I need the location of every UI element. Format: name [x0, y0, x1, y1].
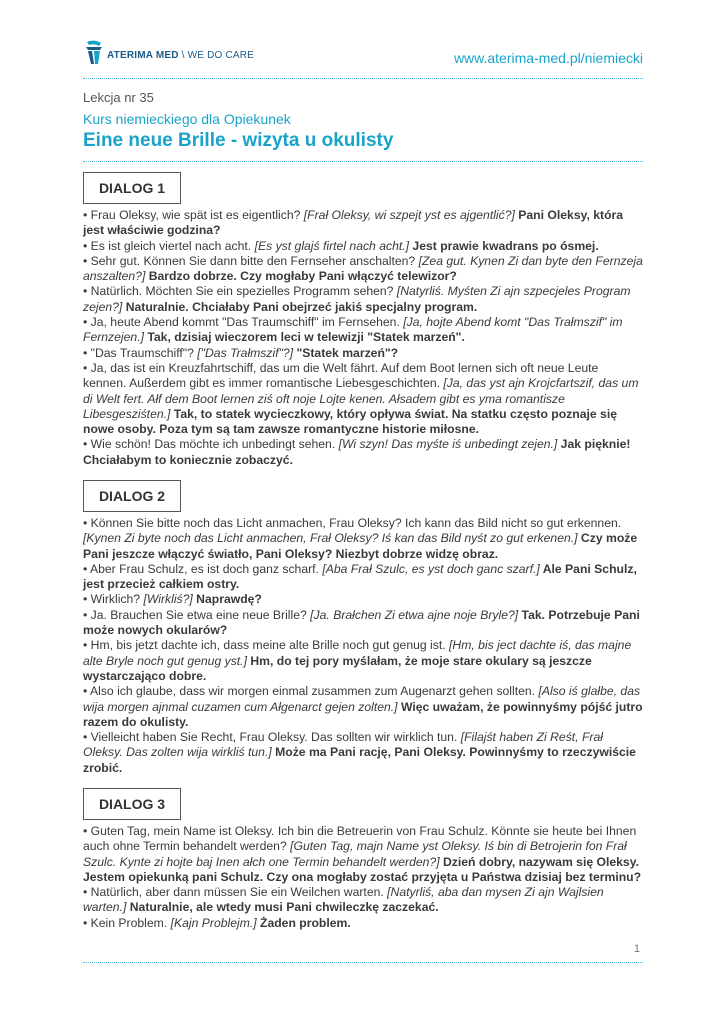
polish-text: Tak, dzisiaj wieczorem leci w telewizji "Statek marzeń". [143, 330, 465, 345]
polish-text: Ale Pani Schulz, jest przecież całkiem ostry. [83, 561, 637, 592]
polish-text: "Statek marzeń"? [293, 345, 399, 360]
header-divider [83, 78, 643, 79]
dialog-line [83, 608, 643, 639]
pronunciation-text: [Ja. Brałchen Zi etwa ajne noje Bryle?] [310, 607, 519, 622]
pronunciation-text: [Es yst glajś firtel nach acht.] [254, 238, 410, 253]
polish-text: Hm, do tej pory myślałam, że moje stare okulary są jeszcze wystarczająco dobre. [83, 653, 592, 683]
german-text: • Aber Frau Schulz, es ist doch ganz scharf. [83, 561, 323, 576]
german-text: • Vielleicht haben Sie Recht, Frau Oleksy. Das sollten wir wirklich tun. [83, 730, 461, 745]
dialog-line [83, 592, 643, 607]
polish-text: Jak pięknie! Chciałabym to koniecznie zobaczyć. [83, 437, 631, 467]
polish-text: Tak. Potrzebuje Pani może nowych okularów? [83, 607, 640, 638]
polish-text: Więc uważam, że powinnyśmy pójść jutro razem do okulisty. [83, 699, 643, 729]
lesson-number: Lekcja nr 35 [83, 90, 154, 105]
polish-text: Bardzo dobrze. Czy mogłaby Pani włączyć telewizor? [145, 269, 457, 284]
polish-text: Pani Oleksy, która jest właściwie godzina? [83, 208, 624, 238]
dialog-1-heading: DIALOG 1 [83, 172, 181, 204]
pronunciation-text: [Wi szyn! Das myśte iś unbedingt zejen.] [338, 437, 558, 452]
dialog-line [83, 361, 643, 437]
title-divider [83, 161, 643, 162]
german-text: • Können Sie bitte noch das Licht anmachen, Frau Oleksy? Ich kann das Bild nicht so gut erkennen. [83, 516, 622, 530]
german-text: • Kein Problem. [83, 915, 171, 930]
dialog-line [83, 730, 643, 776]
polish-text: Dzień dobry, nazywam się Oleksy. Jestem opiekunką pani Schulz. Czy ona mogłaby zostać przyjęta u Państwa dzisiaj bez terminu? [83, 854, 642, 884]
dialog-2-text [83, 516, 643, 776]
dialog-line [83, 824, 643, 885]
dialog-3-text [83, 824, 643, 931]
german-text: • "Das Traumschiff"? [83, 345, 198, 360]
german-text: • Ja, das ist ein Kreuzfahrtschiff, das um die Welt fährt. Auf dem Boot lernen sich oft neue Leute kennen. Außerdem gibt es immer romantische Liebesgeschichten. [83, 360, 599, 391]
german-text: • Frau Oleksy, wie spät ist es eigentlich? [83, 208, 304, 222]
logo-separator: \ [181, 50, 185, 61]
pronunciation-text: [Hm, bis ject dachte iś, das majne alte Bryle noch gut genug yst.] [83, 638, 632, 668]
polish-text: Tak, to statek wycieczkowy, który opływa świat. Na statku często poznaje się nowe osoby. Poza tym są tam zawsze romantyczne historie miłosne. [83, 406, 617, 437]
footer-divider [83, 962, 643, 963]
german-text: • Also ich glaube, dass wir morgen einmal zusammen zum Augenarzt gehen sollten. [83, 684, 539, 699]
dialog-line [83, 437, 643, 468]
page-title: Eine neue Brille - wizyta u okulisty [83, 130, 394, 151]
polish-text: Może ma Pani rację, Pani Oleksy. Powinnyśmy to rzeczywiście zrobić. [83, 745, 636, 775]
dialog-line [83, 254, 643, 285]
polish-text: Naturalnie, ale wtedy musi Pani chwileczkę zaczekać. [126, 900, 439, 915]
dialog-3-heading: DIALOG 3 [83, 788, 181, 820]
dialog-line [83, 346, 643, 361]
german-text: • Wirklich? [83, 592, 144, 607]
logo-brand: ATERIMA MED [107, 50, 179, 61]
page-header [83, 36, 643, 72]
dialog-line [83, 638, 643, 684]
brand-logo[interactable] [83, 36, 254, 66]
page-number: 1 [633, 943, 640, 955]
website-link[interactable]: www.aterima-med.pl/niemiecki [453, 50, 643, 66]
dialog-2-heading: DIALOG 2 [83, 480, 181, 512]
dialog-line [83, 684, 643, 730]
dialog-line [83, 284, 643, 315]
german-text: • Natürlich, aber dann müssen Sie ein Weilchen warten. [83, 885, 388, 900]
polish-text: Jest prawie kwadrans po ósmej. [409, 238, 599, 253]
german-text: • Hm, bis jetzt dachte ich, dass meine alte Brille noch gut genug ist. [83, 638, 450, 653]
course-name: Kurs niemieckiego dla Opiekunek [83, 111, 291, 127]
dialog-1-text [83, 208, 643, 468]
pronunciation-text: [Filajśt haben Zi Reśt, Frał Oleksy. Das zolten wija wirkliś tun.] [83, 730, 603, 760]
polish-text: Naturalnie. Chciałaby Pani obejrzeć jakiś specjalny program. [122, 299, 478, 314]
pronunciation-text: [Wirkliś?] [143, 592, 193, 607]
pronunciation-text: [Zea gut. Kynen Zi dan byte den Fernzeja anszalten?] [83, 253, 643, 284]
pronunciation-text: [Also iś glałbe, das wija morgen ajnmal cuzamen cum Ałgenarct gejen zolten.] [83, 684, 641, 714]
dialog-line [83, 916, 643, 931]
dialog-line [83, 562, 643, 593]
logo-text [107, 50, 254, 66]
pronunciation-text: [Kajn Problejm.] [170, 915, 257, 930]
pronunciation-text: [Natyrliś, aba dan mysen Zi ajn Wajlsien warten.] [83, 885, 604, 915]
german-text: • Wie schön! Das möchte ich unbedingt sehen. [83, 437, 339, 452]
dialog-line [83, 516, 643, 562]
aterima-logo-icon [83, 40, 105, 66]
logo-tagline: WE DO CARE [187, 50, 255, 61]
pronunciation-text: [Guten Tag, majn Name yst Oleksy. Iś bin di Betrojerin fon Frał Szulc. Kynte zi hojte baj Inen ałch one Termin behandelt werden?] [83, 839, 627, 869]
dialog-line [83, 885, 643, 916]
dialog-line [83, 315, 643, 346]
german-text: • Guten Tag, mein Name ist Oleksy. Ich bin die Betreuerin von Frau Schulz. Könnte sie heute bei Ihnen auch ohne Termin behandelt werden? [83, 824, 637, 854]
pronunciation-text: [Ja, hojte Abend komt "Das Trałmszif" im Fernzejen.] [83, 315, 623, 345]
pronunciation-text: ["Das Trałmszif"?] [197, 345, 294, 360]
polish-text: Naprawdę? [192, 592, 262, 607]
pronunciation-text: [Kynen Zi byte noch das Licht anmachen, Frał Oleksy? Iś kan das Bild nyśt zo gut erkenen.] [83, 531, 578, 546]
polish-text: Żaden problem. [256, 915, 351, 930]
pronunciation-text: [Ja, das yst ajn Krojcfartszif, das um di Welt fert. Ałf dem Boot lernen ziś oft noje Lojte kenen. Ałsadem gibt es yma romantisze Libesgesziśten.] [83, 376, 639, 421]
dialog-line [83, 208, 643, 239]
dialog-line [83, 239, 643, 254]
pronunciation-text: [Aba Frał Szulc, es yst doch ganc szarf.] [322, 561, 540, 576]
polish-text: Czy może Pani jeszcze włączyć światło, Pani Oleksy? Niezbyt dobrze widzę obraz. [83, 531, 638, 561]
german-text: • Ja, heute Abend kommt "Das Traumschiff" im Fernsehen. [83, 315, 404, 330]
pronunciation-text: [Natyrliś. Myśten Zi ajn szpecjeles Program zejen?] [83, 284, 631, 314]
german-text: • Es ist gleich viertel nach acht. [83, 238, 255, 253]
german-text: • Sehr gut. Können Sie dann bitte den Fernseher anschalten? [83, 253, 419, 268]
german-text: • Ja. Brauchen Sie etwa eine neue Brille? [83, 607, 311, 622]
german-text: • Natürlich. Möchten Sie ein spezielles Programm sehen? [83, 284, 397, 299]
pronunciation-text: [Frał Oleksy, wi szpejt yst es ajgentlić?] [303, 208, 515, 222]
